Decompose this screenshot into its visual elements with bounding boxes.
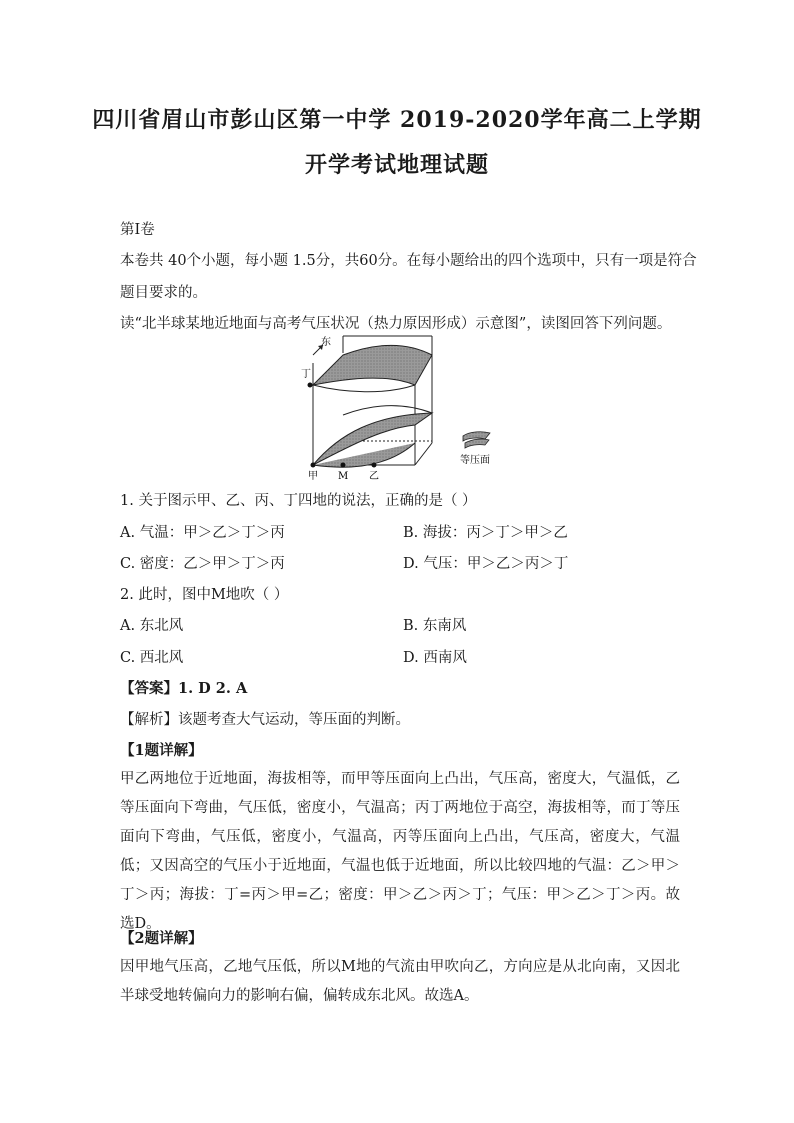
point-yi: [372, 463, 377, 468]
q2-heading: 【2题详解】: [120, 930, 203, 947]
answer-line: 【答案】1. D 2. A: [120, 680, 248, 697]
figure-intro: 读“北半球某地近地面与高考气压状况（热力原因形成）示意图”，读图回答下列问题。: [120, 316, 672, 332]
question-1-stem: 1. 关于图示甲、乙、丙、丁四地的说法，正确的是（ ）: [120, 493, 477, 509]
question-2-option-d: D. 西南风: [403, 650, 467, 666]
question-1-option-b: B. 海拔：丙＞丁＞甲＞乙: [403, 525, 568, 541]
question-2-option-c: C. 西北风: [120, 650, 184, 666]
label-yi: 乙: [369, 471, 379, 482]
label-ding: 丁: [301, 369, 311, 380]
label-east: 东: [321, 337, 331, 348]
analysis-line: 【解析】该题考查大气运动，等压面的判断。: [120, 712, 410, 728]
document-title-line-2: 开学考试地理试题: [304, 152, 489, 178]
instructions-line-2: 题目要求的。: [120, 285, 207, 301]
question-2-option-b: B. 东南风: [403, 618, 467, 634]
question-1-option-d: D. 气压：甲＞乙＞丙＞丁: [403, 556, 569, 572]
document-title-line-1: 四川省眉山市彭山区第一中学 2019-2020学年高二上学期: [92, 107, 702, 133]
point-ding: [308, 383, 313, 388]
label-jia: 甲: [308, 471, 318, 482]
instructions-line-1: 本卷共 40个小题，每小题 1.5分，共60分。在每小题给出的四个选项中，只有一项是符合: [120, 253, 697, 269]
question-1-option-a: A. 气温：甲＞乙＞丁＞丙: [120, 525, 285, 541]
q1-heading: 【1题详解】: [120, 742, 203, 759]
upper-isobaric-surface: [313, 345, 432, 385]
q1-explanation: 甲乙两地位于近地面，海拔相等，而甲等压面向上凸出，气压高，密度大，气温低，乙等压面向下弯曲，气压低，密度小，气温高；丙丁两地位于高空，海拔相等，而丁等压面向下弯曲，气压低，密度小，气温高，丙等压面向上凸出，气压高，密度大，气温低；又因高空的气压小于近地面，气温也低于近地面，所以比较四地的气温：乙＞甲＞丁＞丙；海拔：丁=丙＞甲=乙；密度：甲＞乙＞丙＞丁；气压：甲＞乙＞丁＞丙。故选D。: [120, 771, 680, 932]
q2-explanation: 因甲地气压高，乙地气压低，所以M地的气流由甲吹向乙，方向应是从北向南，又因北半球受地转偏向力的影响右偏，偏转成东北风。故选A。: [120, 959, 680, 1004]
question-2-stem: 2. 此时，图中M地吹（ ）: [120, 587, 289, 603]
question-1-option-c: C. 密度：乙＞甲＞丁＞丙: [120, 556, 285, 572]
point-m: [341, 463, 346, 468]
point-jia: [311, 463, 316, 468]
isobaric-surface-diagram: [295, 333, 505, 483]
label-m: M: [338, 471, 349, 482]
legend-label: 等压面: [460, 455, 490, 466]
section-label: 第Ⅰ卷: [120, 222, 155, 238]
question-2-option-a: A. 东北风: [120, 618, 184, 634]
